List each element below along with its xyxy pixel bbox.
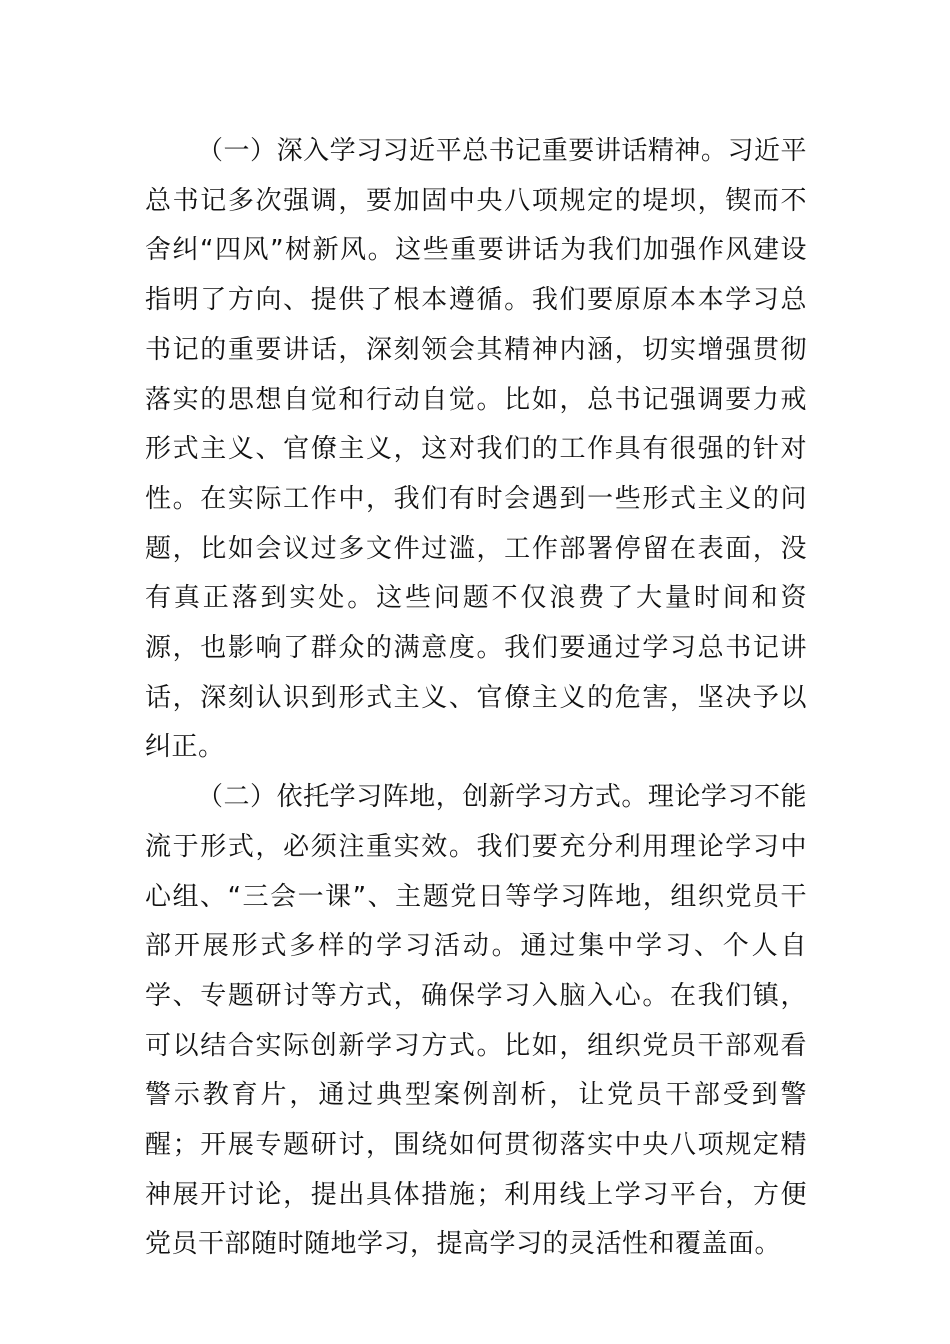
paragraph-1: （一）深入学习习近平总书记重要讲话精神。习近平总书记多次强调，要加固中央八项规定的堤坝，锲而不舍纠“四风”树新风。这些重要讲话为我们加强作风建设指明了方向、提供了根本遵循。我们要原原本本学习总书记的重要讲话，深刻领会其精神内涵，切实增强贯彻落实的思想自觉和行动自觉。比如，总书记强调要力戒形式主义、官僚主义，这对我们的工作具有很强的针对性。在实际工作中，我们有时会遇到一些形式主义的问题，比如会议过多文件过滥，工作部署停留在表面，没有真正落到实处。这些问题不仅浪费了大量时间和资源，也影响了群众的满意度。我们要通过学习总书记讲话，深刻认识到形式主义、官僚主义的危害，坚决予以纠正。: [145, 136, 807, 763]
paragraph-2: （二）依托学习阵地，创新学习方式。理论学习不能流于形式，必须注重实效。我们要充分利用理论学习中心组、“三会一课”、主题党日等学习阵地，组织党员干部开展形式多样的学习活动。通过集中学习、个人自学、专题研讨等方式，确保学习入脑入心。在我们镇，可以结合实际创新学习方式。比如，组织党员干部观看警示教育片，通过典型案例剖析，让党员干部受到警醒；开展专题研讨，围绕如何贯彻落实中央八项规定精神展开讨论，提出具体措施；利用线上学习平台，方便党员干部随时随地学习，提高学习的灵活性和覆盖面。: [145, 782, 807, 1260]
document-body: [145, 127, 807, 1270]
